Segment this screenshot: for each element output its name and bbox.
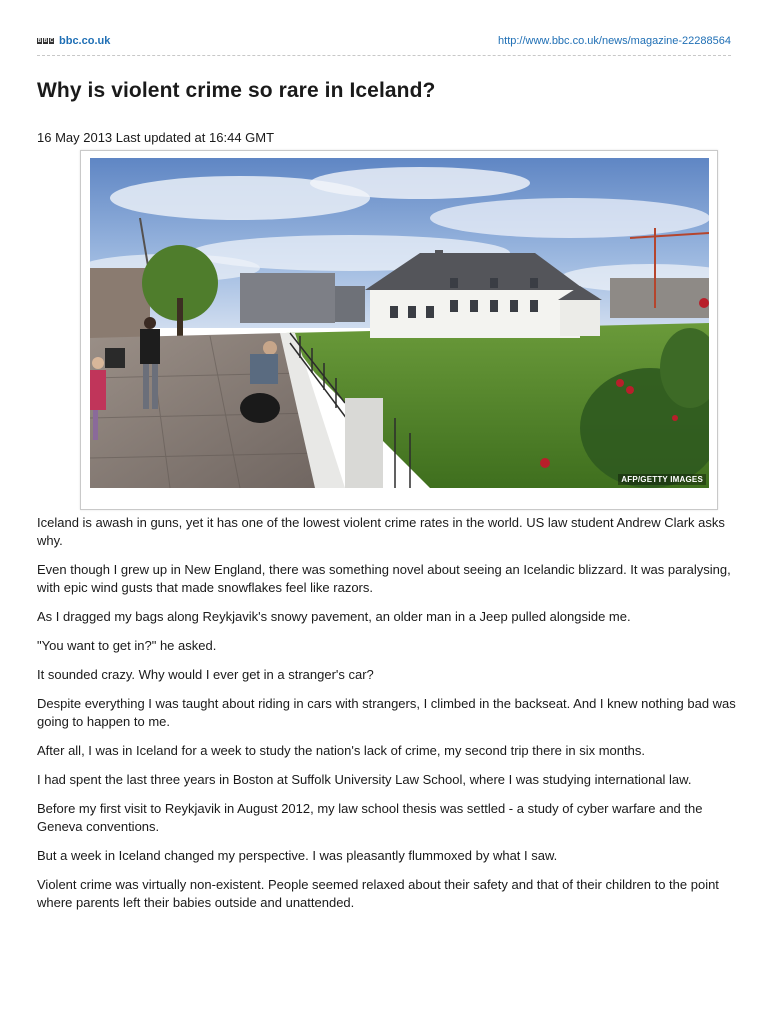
paragraph: As I dragged my bags along Reykjavik's snowy pavement, an older man in a Jeep pulled alongside me. [37, 609, 631, 624]
site-name[interactable]: bbc.co.uk [59, 35, 111, 47]
header-bar [37, 33, 731, 49]
paragraph: Even though I grew up in New England, there was something novel about seeing an Icelandic blizzard. It was paralysing, with epic wind gusts that made snowflakes feel like razors. [37, 562, 731, 595]
site-brand[interactable] [37, 35, 110, 47]
header-divider [37, 55, 731, 56]
paragraph: Iceland is awash in guns, yet it has one of the lowest violent crime rates in the world. US law student Andrew Clark asks why. [37, 515, 725, 548]
paragraph: Despite everything I was taught about riding in cars with strangers, I climbed in the backseat. And I knew nothing bad was going to happen to me. [37, 696, 736, 729]
paragraph: Before my first visit to Reykjavik in August 2012, my law school thesis was settled - a study of cyber warfare and the Geneva conventions. [37, 801, 703, 834]
paragraph: It sounded crazy. Why would I ever get in a stranger's car? [37, 667, 374, 682]
article-figure [80, 150, 718, 510]
article-body [37, 514, 737, 923]
article-dateline: 16 May 2013 Last updated at 16:44 GMT [37, 130, 275, 145]
article-url[interactable]: http://www.bbc.co.uk/news/magazine-22288564 [498, 35, 731, 47]
paragraph: But a week in Iceland changed my perspective. I was pleasantly flummoxed by what I saw. [37, 848, 558, 863]
image-credit: AFP/GETTY IMAGES [618, 474, 706, 485]
bbc-logo-icon: B B C [37, 38, 54, 44]
paragraph: After all, I was in Iceland for a week to study the nation's lack of crime, my second trip there in six months. [37, 743, 645, 758]
paragraph: Violent crime was virtually non-existent. People seemed relaxed about their safety and that of their children to the point where parents left their babies outside and unattended. [37, 877, 719, 910]
paragraph: "You want to get in?" he asked. [37, 638, 217, 653]
article-photo [90, 158, 709, 488]
article-title: Why is violent crime so rare in Iceland? [37, 79, 436, 102]
paragraph: I had spent the last three years in Boston at Suffolk University Law School, where I was studying international law. [37, 772, 692, 787]
